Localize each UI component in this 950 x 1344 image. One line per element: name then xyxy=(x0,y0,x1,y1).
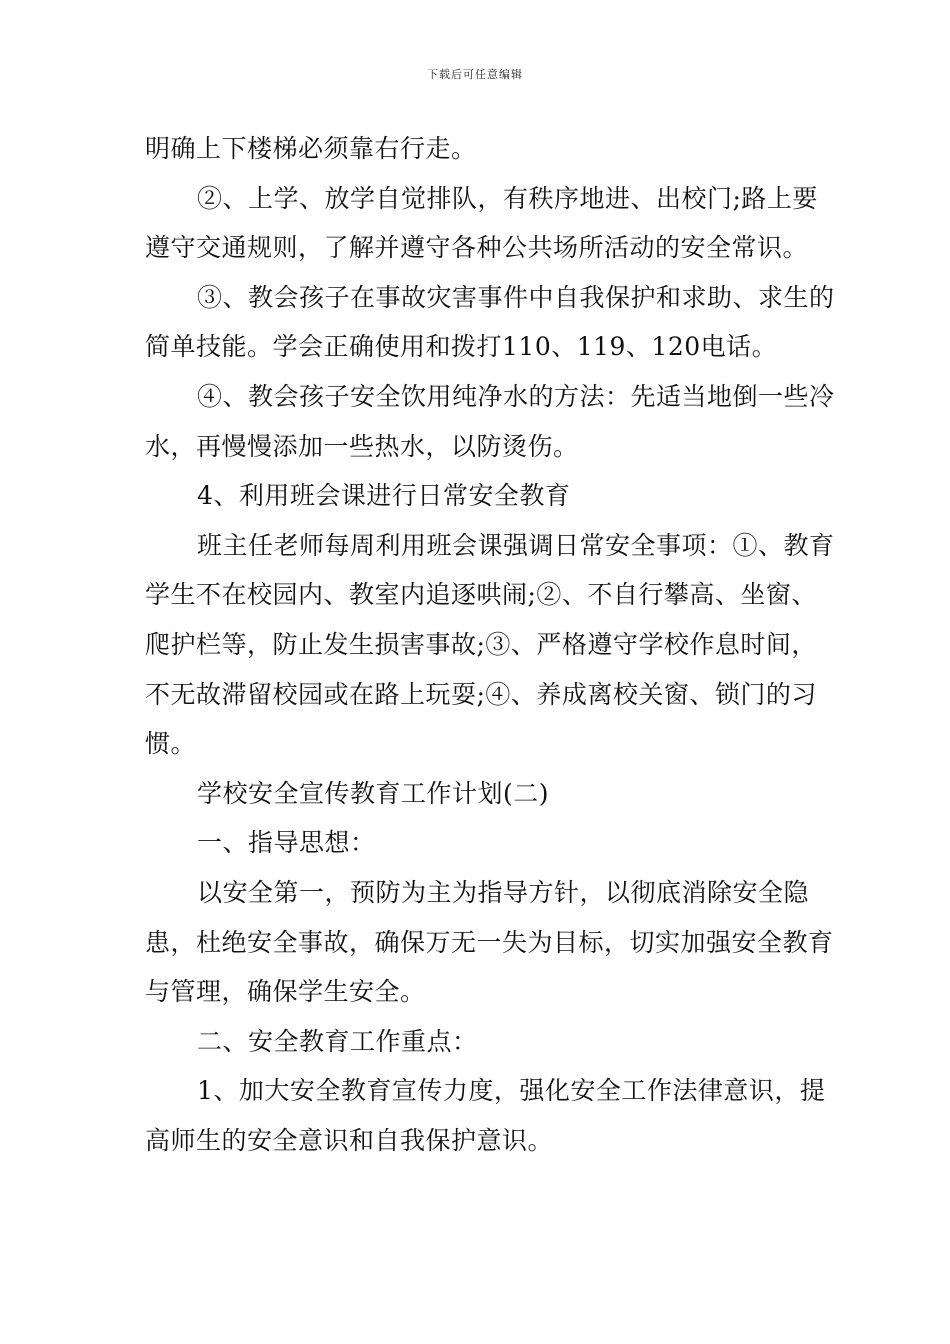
paragraph-class-meeting: 班主任老师每周利用班会课强调日常安全事项：①、教育学生不在校园内、教室内追逐哄闹;②、不自行攀高、坐窗、爬护栏等，防止发生损害事故;③、严格遵守学校作息时间，不无故滞留校园或在路上玩耍;④、养成离校关窗、锁门的习惯。 xyxy=(145,530,835,759)
section-heading-key-points: 二、安全教育工作重点： xyxy=(197,1026,478,1056)
page-header-note: 下载后可任意编辑 xyxy=(427,68,523,81)
paragraph-stairs: 明确上下楼梯必须靠右行走。 xyxy=(145,134,477,163)
document-body xyxy=(145,124,835,1165)
paragraph-guiding-thought: 以安全第一，预防为主为指导方针，以彻底消除安全隐患，杜绝安全事故，确保万无一失为目标，切实加强安全教育与管理，确保学生安全。 xyxy=(145,877,834,1007)
paragraph-self-protection: ③、教会孩子在事故灾害事件中自我保护和求助、求生的简单技能。学会正确使用和拨打110、119、120电话。 xyxy=(145,282,835,362)
paragraph-water: ④、教会孩子安全饮用纯净水的方法：先适当地倒一些冷水，再慢慢添加一些热水，以防烫伤。 xyxy=(145,381,835,461)
paragraph-queue: ②、上学、放学自觉排队，有秩序地进、出校门;路上要遵守交通规则，了解并遵守各种公共场所活动的安全常识。 xyxy=(145,183,818,263)
section-heading-guiding-thought: 一、指导思想： xyxy=(197,828,376,858)
plan-title-two: 学校安全宣传教育工作计划(二) xyxy=(197,778,550,808)
section-heading-class-meeting: 4、利用班会课进行日常安全教育 xyxy=(197,481,571,511)
paragraph-key-point-1: 1、加大安全教育宣传力度，强化安全工作法律意识，提高师生的安全意识和自我保护意识。 xyxy=(145,1076,826,1155)
